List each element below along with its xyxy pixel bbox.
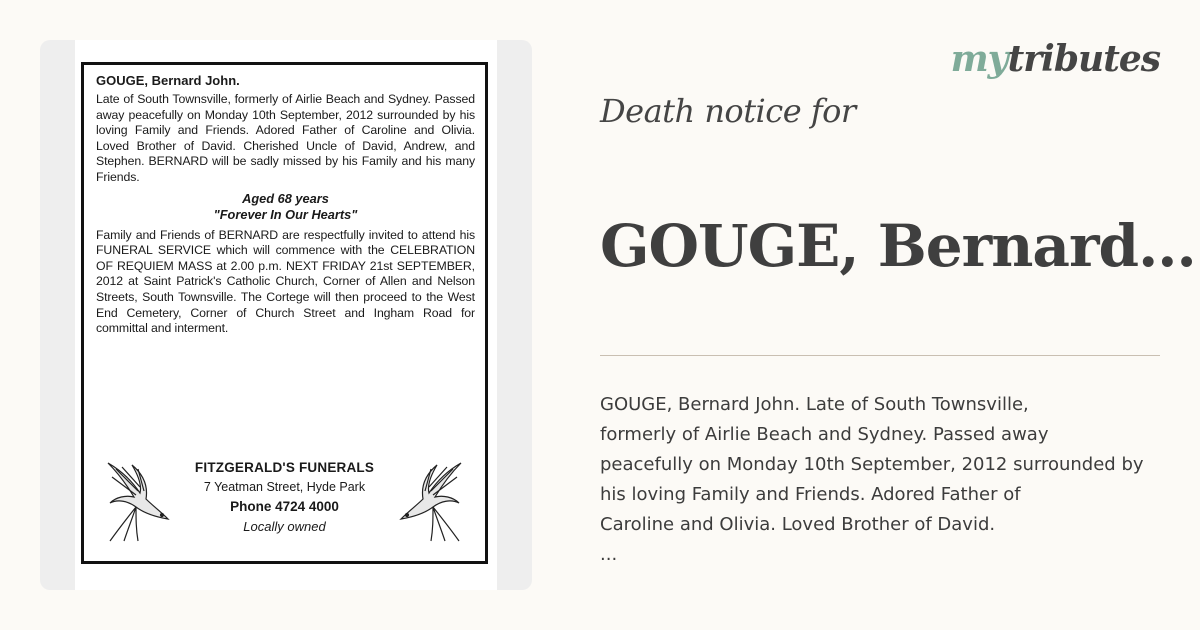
notice-paragraph-service: Family and Friends of BERNARD are respectfully invited to attend his FUNERAL SERVICE which will commence with the CELEBRATION OF REQUIEM MASS at 2.00 p.m. NEXT FRIDAY 21st SEPTEMBER, 2012 at Saint Patrick's Catholic Church, Corner of Allen and Nelson Streets, South Townsville. The Cortege will then proceed to the West End Cemetery, Corner of Church Street and Ingham Road for committal and interment. — [96, 227, 475, 336]
excerpt-line: his loving Family and Friends. Adored Father of — [600, 484, 1021, 505]
notice-sheet — [75, 40, 497, 590]
divider — [600, 355, 1160, 356]
notice-age: Aged 68 years — [242, 190, 329, 206]
excerpt-line: Caroline and Olivia. Loved Brother of David. — [600, 514, 996, 535]
funeral-home-phone: Phone 4724 4000 — [230, 499, 339, 514]
page-title: GOUGE, Bernard... — [600, 212, 1196, 280]
funeral-home-address: 7 Yeatman Street, Hyde Park — [203, 480, 366, 494]
page-subtitle: Death notice for — [600, 92, 856, 130]
notice-name: GOUGE, Bernard John. — [96, 73, 240, 88]
logo-suffix: tributes — [1007, 38, 1160, 80]
notice-age-block — [96, 191, 475, 223]
logo-prefix: my — [950, 38, 1008, 80]
notice-quote: "Forever In Our Hearts" — [213, 206, 358, 222]
notice-excerpt — [600, 390, 1190, 570]
excerpt-ellipsis: ... — [600, 544, 618, 565]
mytributes-logo — [951, 38, 1160, 80]
excerpt-line: formerly of Airlie Beach and Sydney. Passed away — [600, 424, 1049, 445]
excerpt-line: peacefully on Monday 10th September, 2012 surrounded by — [600, 454, 1144, 475]
funeral-home-block — [84, 457, 485, 557]
notice-image-card — [40, 40, 532, 590]
funeral-home-tagline: Locally owned — [243, 519, 326, 534]
notice-frame — [81, 62, 488, 564]
notice-paragraph-details: Late of South Townsville, formerly of Airlie Beach and Sydney. Passed away peacefully on Monday 10th September, 2012 surrounded by his loving Family and Friends. Adored Father of Caroline and Olivia. Loved Brother of David. Cherished Uncle of David, Andrew, and Stephen. BERNARD will be sadly missed by his Family and his many Friends. — [96, 92, 475, 184]
funeral-home-name: FITZGERALD'S FUNERALS — [194, 460, 375, 475]
dove-icon — [399, 457, 471, 543]
excerpt-line: GOUGE, Bernard John. Late of South Townsville, — [600, 394, 1029, 415]
